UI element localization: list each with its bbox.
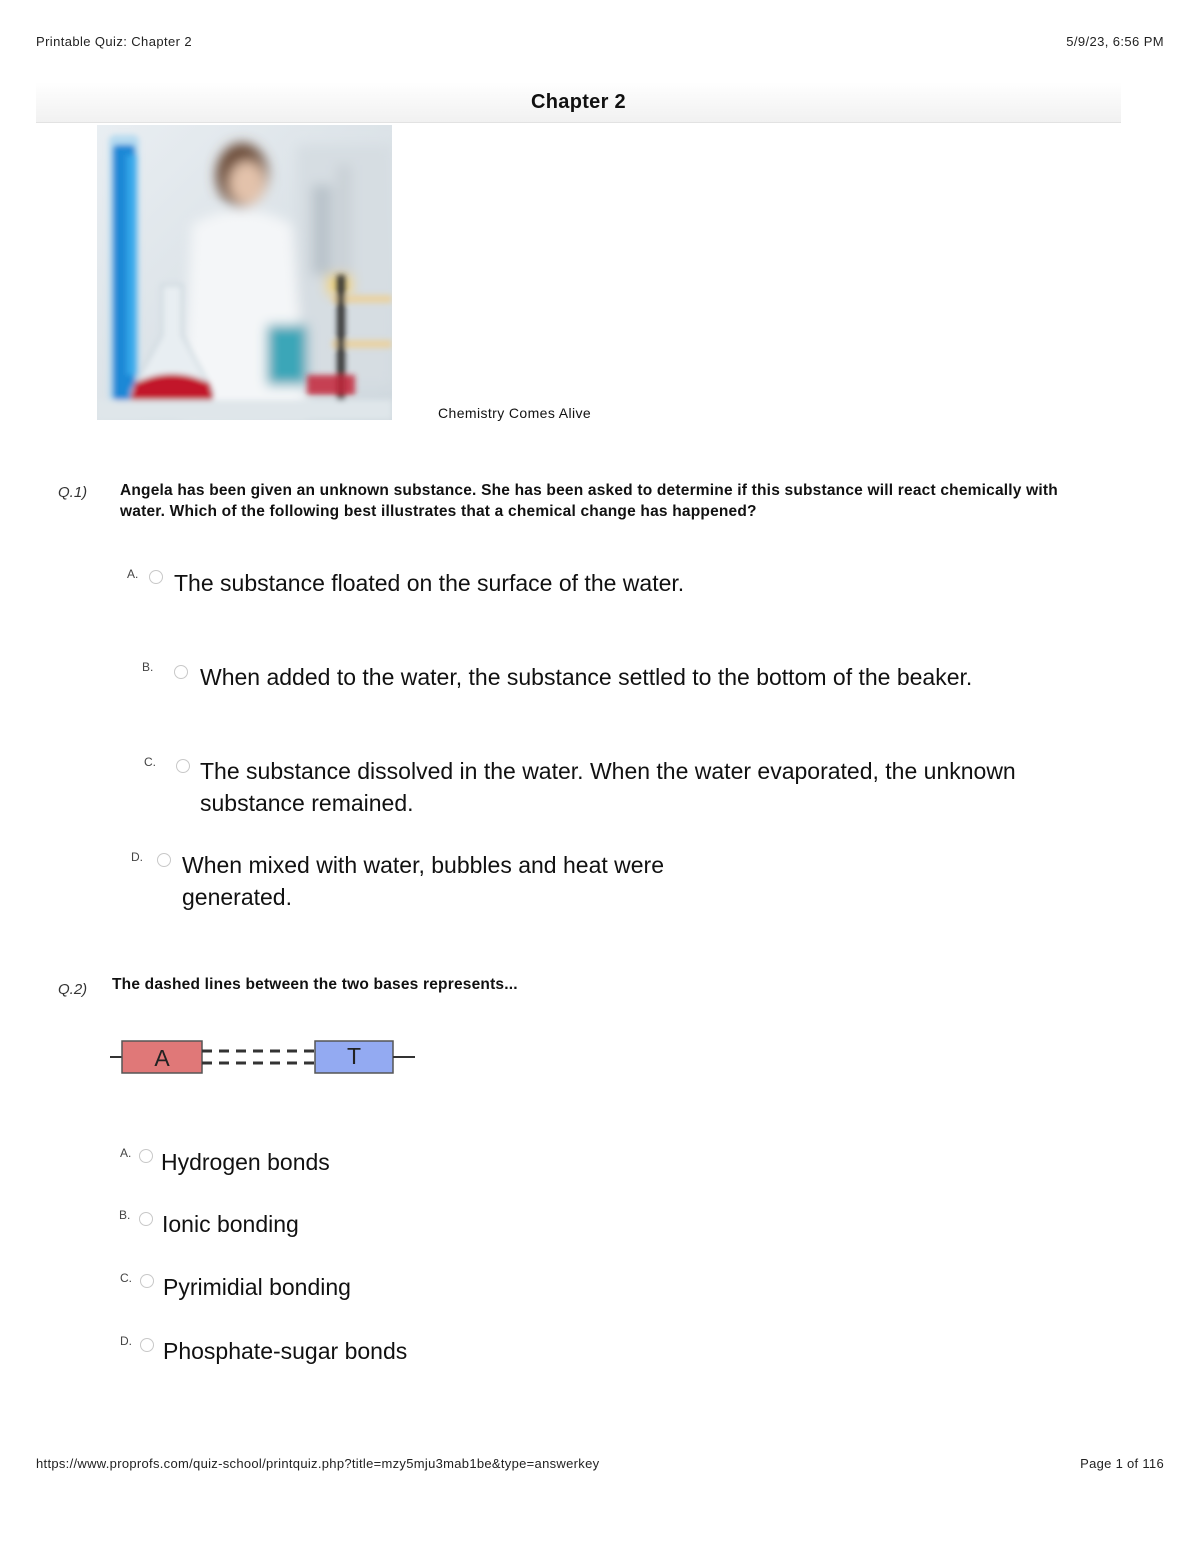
q2-option-d-letter: D. [120,1334,132,1348]
q1-option-c-text: The substance dissolved in the water. When the water evaporated, the unknown substance remained. [200,758,1016,816]
q2-option-b-letter: B. [119,1208,131,1222]
base-pair-diagram [110,1036,420,1078]
q2-option-d-text: Phosphate-sugar bonds [163,1338,408,1364]
base-pair-svg [110,1036,420,1078]
title-bar [36,82,1121,123]
q1-option-b-radio[interactable] [174,665,188,679]
q1-option-a-letter: A. [127,567,139,581]
print-footer-url: https://www.proprofs.com/quiz-school/printquiz.php?title=mzy5mju3mab1be&type=answerkey [36,1456,600,1471]
base-t-label: T [346,1043,362,1069]
question-2-number: Q.2) [58,981,88,998]
q2-option-a-radio[interactable] [139,1149,153,1163]
question-1-text: Angela has been given an unknown substance. She has been asked to determine if this substance will react chemically with water. Which of the following best illustrates that a chemical change has happened? [120,482,1058,520]
q1-option-a-radio[interactable] [149,570,163,584]
page-title: Chapter 2 [531,91,626,113]
q1-option-d-radio[interactable] [157,853,171,867]
q1-option-b-letter: B. [142,660,154,674]
q1-option-d-text: When mixed with water, bubbles and heat were generated. [182,852,664,910]
question-1-number: Q.1) [58,484,88,501]
base-a-label: A [154,1045,170,1071]
q2-option-d-radio[interactable] [140,1338,154,1352]
q2-option-a-letter: A. [120,1146,132,1160]
print-footer-page-number: Page 1 of 116 [1080,1456,1164,1471]
print-header-title: Printable Quiz: Chapter 2 [36,34,192,49]
q1-option-c-letter: C. [144,755,156,769]
q1-option-a-text: The substance floated on the surface of the water. [174,570,685,596]
print-header-datetime: 5/9/23, 6:56 PM [1066,34,1164,49]
lab-photo-illustration [97,125,392,420]
q1-option-b-text: When added to the water, the substance settled to the bottom of the beaker. [200,664,973,690]
q2-option-a-text: Hydrogen bonds [161,1149,330,1175]
q2-option-c-letter: C. [120,1271,132,1285]
lab-photo [97,125,392,420]
q2-option-b-radio[interactable] [139,1212,153,1226]
intro-caption: Chemistry Comes Alive [438,405,592,421]
q1-option-c-radio[interactable] [176,759,190,773]
question-2-text: The dashed lines between the two bases represents... [112,976,518,993]
q2-option-b-text: Ionic bonding [162,1211,299,1237]
q2-option-c-radio[interactable] [140,1274,154,1288]
q2-option-c-text: Pyrimidial bonding [163,1274,351,1300]
q1-option-d-letter: D. [131,850,143,864]
